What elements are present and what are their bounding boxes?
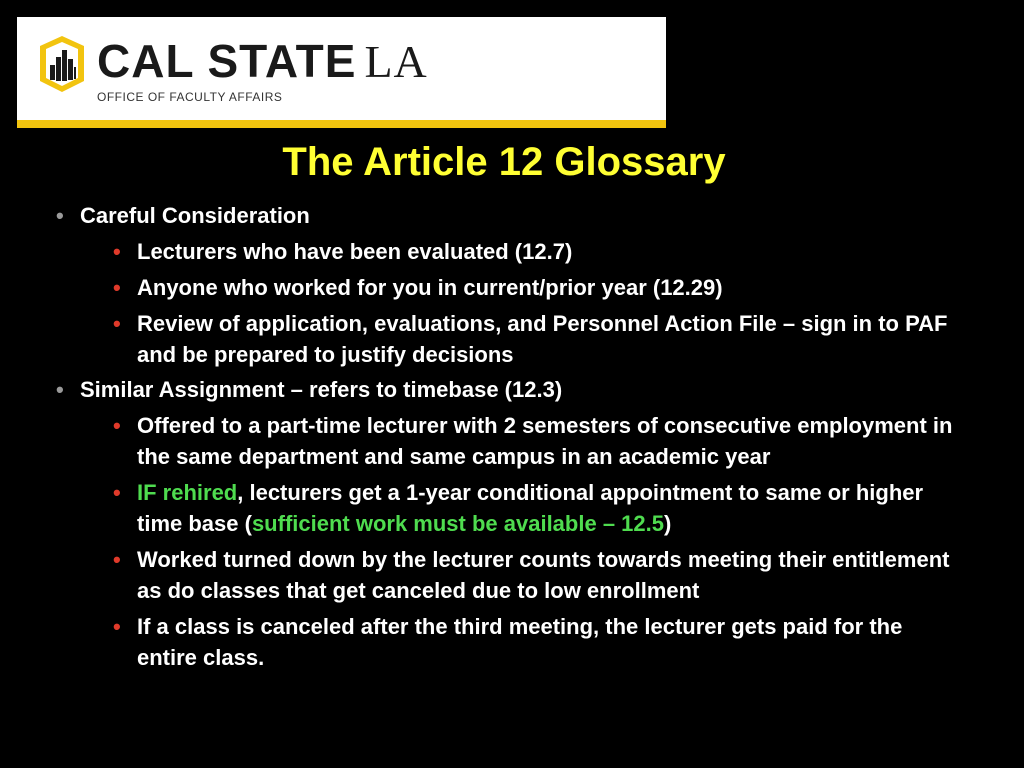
sub-bullet-worked-for-you [113,272,956,303]
sub-bullet-review-application [113,308,956,370]
bullet-careful-consideration [56,200,956,231]
slide-title: The Article 12 Glossary [282,140,726,184]
highlight-sufficient-work: sufficient work must be available – 12.5 [251,511,664,536]
sub-bullet-work-turned-down [113,544,956,606]
cal-state-la-logo [17,17,666,128]
cal-state-la-emblem-icon [39,35,85,93]
bullet-list [56,200,956,673]
highlight-if-rehired: IF rehired [137,480,238,505]
bullet-text: If a class is canceled after the third meeting, the lecturer gets paid for the entire class. [137,614,903,670]
logo-wordmark-la: LA [364,36,428,87]
bullet-similar-assignment [56,374,956,405]
bullet-text: Similar Assignment – refers to timebase (12.3) [80,377,563,402]
logo-wordmark-main: CAL STATE [97,35,357,87]
sub-bullet-offered-part-time [113,410,956,472]
bullet-text: Review of application, evaluations, and Personnel Action File – sign in to PAF and be prepared to justify decisions [137,311,948,367]
sub-bullet-class-canceled [113,611,956,673]
slide-content [56,196,956,673]
bullet-text: Worked turned down by the lecturer counts towards meeting their entitlement as do classes that get canceled due to low enrollment [137,547,950,603]
logo-subtitle: OFFICE OF FACULTY AFFAIRS [97,90,283,104]
sub-bullet-if-rehired [113,477,956,539]
sub-bullet-evaluated-lecturers [113,236,956,267]
bullet-text: Anyone who worked for you in current/prior year (12.29) [137,275,723,300]
bullet-text: , lecturers get a 1-year conditional appointment to same or higher time base ( [137,480,924,536]
bullet-text: Offered to a part-time lecturer with 2 semesters of consecutive employment in the same department and same campus in an academic year [137,413,953,469]
bullet-text: Careful Consideration [80,203,310,228]
logo-wordmark [97,35,428,88]
bullet-text: Lecturers who have been evaluated (12.7) [137,239,573,264]
bullet-text-close: ) [664,511,672,536]
